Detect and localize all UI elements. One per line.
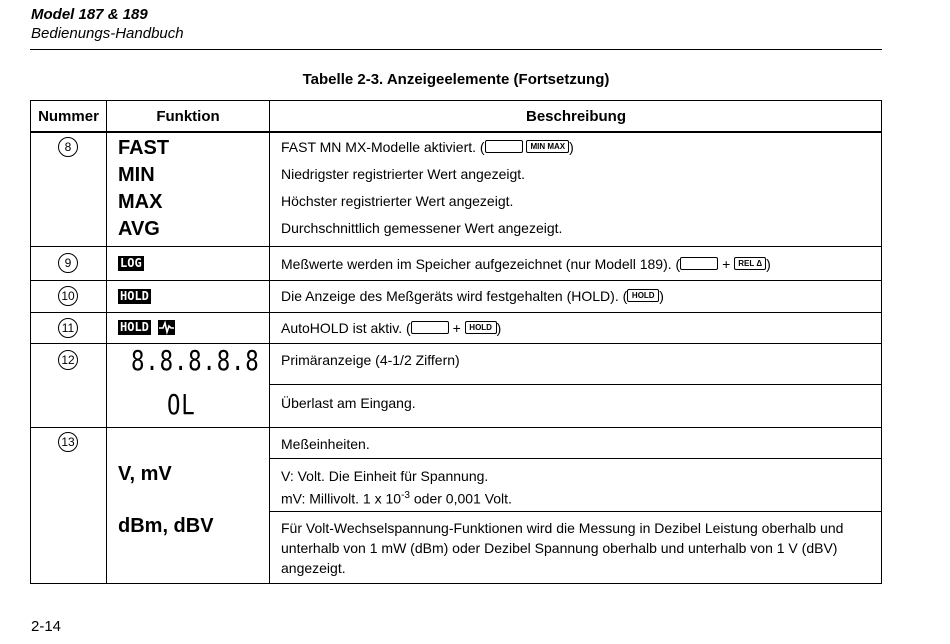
pulse-icon — [158, 320, 175, 335]
desc-fast — [281, 137, 574, 157]
desc-log — [281, 254, 771, 274]
autohold-annunciator-icon: HOLD — [120, 320, 149, 334]
desc-autohold — [281, 318, 501, 338]
primary-display-digits: 8.8.8.8.8 — [131, 344, 260, 377]
plus-sign: + — [722, 256, 731, 272]
function-fast: FAST — [118, 137, 170, 159]
header-model: Model 187 & 189 — [31, 6, 148, 23]
row-number-8: 8 — [58, 137, 78, 157]
plus-sign: + — [452, 320, 461, 336]
min-max-key-icon: MIN MAX — [526, 140, 569, 153]
row-number-11: 11 — [58, 318, 78, 338]
function-min: MIN — [118, 164, 155, 186]
row-divider — [269, 384, 882, 385]
table-caption: Tabelle 2-3. Anzeigeelemente (Fortsetzung) — [302, 71, 610, 88]
desc-min: Niedrigster registrierter Wert angezeigt. — [281, 166, 526, 182]
desc-volt: V: Volt. Die Einheit für Spannung. — [281, 468, 489, 484]
row-divider — [30, 246, 882, 247]
page-number: 2-14 — [31, 618, 62, 635]
desc-fast-text: FAST MN MX-Modelle aktiviert. ( — [281, 139, 485, 155]
hold-key-icon: HOLD — [465, 321, 497, 334]
close-paren: ) — [766, 256, 771, 272]
col-divider — [106, 100, 107, 584]
log-annunciator-icon: LOG — [120, 256, 142, 270]
close-paren: ) — [659, 288, 664, 304]
blank-key-icon — [680, 257, 718, 270]
desc-hold-text: Die Anzeige des Meßgeräts wird festgehalten (HOLD). ( — [281, 288, 628, 304]
function-dbm: dBm, dBV — [118, 515, 214, 537]
header-divider — [30, 131, 882, 133]
close-paren: ) — [496, 320, 502, 336]
row-number-13: 13 — [58, 432, 78, 452]
function-avg: AVG — [118, 218, 160, 240]
desc-millivolt — [281, 486, 512, 509]
row-divider — [269, 458, 882, 459]
hold-annunciator-icon: HOLD — [120, 289, 149, 303]
function-max: MAX — [118, 191, 163, 213]
col-header-description: Beschreibung — [525, 108, 627, 125]
row-divider — [30, 312, 882, 313]
row-divider — [30, 280, 882, 281]
row-divider — [30, 427, 882, 428]
row-divider — [269, 511, 882, 512]
col-header-function: Funktion — [156, 108, 220, 125]
blank-key-icon — [485, 140, 523, 153]
desc-hold — [281, 286, 664, 306]
blank-key-icon — [411, 321, 449, 334]
overload-display: OL — [167, 388, 196, 421]
row-number-12: 12 — [58, 350, 78, 370]
desc-autohold-text: AutoHOLD ist aktiv. ( — [281, 320, 411, 336]
desc-log-text: Meßwerte werden im Speicher aufgezeichnet (nur Modell 189). ( — [281, 256, 681, 272]
desc-max: Höchster registrierter Wert angezeigt. — [281, 193, 514, 209]
row-number-9: 9 — [58, 253, 78, 273]
row-number-10: 10 — [58, 286, 78, 306]
desc-millivolt-text: mV: Millivolt. 1 x 10 — [281, 490, 402, 507]
desc-dbm: Für Volt-Wechselspannung-Funktionen wird die Messung in Dezibel Leistung oberhalb und unterhalb von 1 mW (dBm) oder Dezibel Spannung oberhalb und unterhalb von 1 V (dBV) angezeigt. — [281, 520, 844, 576]
col-header-number: Nummer — [38, 108, 99, 125]
function-volt: V, mV — [118, 463, 172, 485]
header-subtitle: Bedienungs-Handbuch — [31, 25, 184, 42]
desc-primary-display: Primäranzeige (4-1/2 Ziffern) — [281, 352, 460, 368]
rel-delta-key-icon: REL Δ — [734, 257, 766, 270]
hold-key-icon: HOLD — [627, 289, 659, 302]
close-paren: ) — [569, 139, 574, 155]
desc-overload: Überlast am Eingang. — [281, 395, 416, 411]
exponent: -3 — [401, 490, 410, 501]
desc-millivolt-tail: oder 0,001 Volt. — [409, 490, 512, 507]
desc-avg: Durchschnittlich gemessener Wert angezeigt. — [281, 220, 563, 236]
desc-units: Meßeinheiten. — [281, 436, 370, 452]
header-rule — [30, 49, 882, 50]
